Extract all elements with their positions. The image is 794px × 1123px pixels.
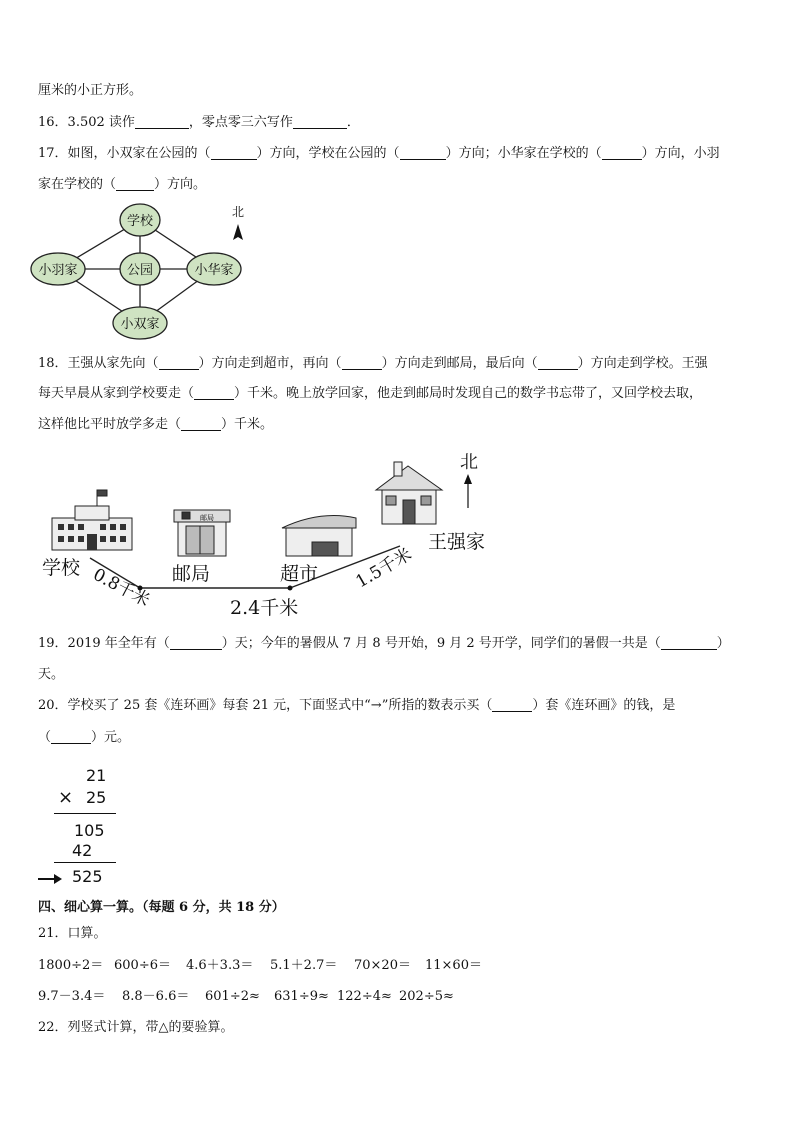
answer-blank[interactable] [400,145,446,160]
oral-item: 4.6＋3.3＝ [186,958,254,973]
answer-blank[interactable] [116,176,154,191]
xiaohua-label: 小华家 [194,263,234,278]
question-18-line1: 18．王强从家先向（ ）方向走到超市，再向（ ）方向走到邮局，最后向（ ）方向走到学校。王强 [38,356,708,371]
answer-blank[interactable] [135,114,189,129]
times-sign: × [58,787,74,808]
oral-item: 601÷2≈ [205,989,260,1004]
answer-blank[interactable] [159,355,199,370]
distance-2-label: 2.4千米 [230,597,299,619]
north-arrow-icon [464,474,472,508]
answer-blank[interactable] [181,416,221,431]
answer-blank[interactable] [194,385,234,400]
north-arrow-icon [233,224,243,240]
post-office-label: 邮局 [172,563,211,585]
question-22: 22．列竖式计算，带△的要验算。 [38,1020,234,1035]
answer-blank[interactable] [170,635,222,650]
question-18-line3: 这样他比平时放学多走（ ）千米。 [38,417,274,432]
distance-1-label: 0.8千米 [89,564,153,612]
q15-tail: 厘米的小正方形。 [38,83,143,98]
school-label: 学校 [126,214,154,229]
answer-blank[interactable] [492,697,532,712]
oral-item: 11×60＝ [425,958,482,973]
question-17-line1: 17．如图，小双家在公园的（ ）方向，学校在公园的（ ）方向；小华家在学校的（ ）方向，小羽 [38,146,720,161]
calc-line [54,813,116,814]
multiplier: 25 [86,788,107,807]
question-21-title: 21．口算。 [38,926,107,941]
oral-item: 9.7－3.4＝ [38,989,106,1004]
question-17-line2: 家在学校的（ ）方向。 [38,177,207,192]
oral-item: 8.8－6.6＝ [122,989,190,1004]
oral-item: 5.1＋2.7＝ [270,958,338,973]
school-label: 学校 [42,557,81,579]
home-label: 王强家 [428,531,486,553]
north-label: 北 [460,452,478,473]
question-18-line2: 每天早晨从家到学校要走（ ）千米。晚上放学回家，他走到邮局时发现自己的数学书忘带了，又回学校去取， [38,386,703,401]
direction-map [30,198,260,348]
oral-item: 1800÷2＝ [38,958,104,973]
question-20-line1: 20．学校买了 25 套《连环画》每套 21 元，下面竖式中“→”所指的数表示买（ ）套《连环画》的钱，是 [38,698,676,713]
answer-blank[interactable] [538,355,578,370]
question-20-line2: （ ）元。 [38,730,131,745]
answer-blank[interactable] [293,114,347,129]
partial-product-1: 105 [74,821,105,840]
svg-text:邮局: 邮局 [200,514,214,522]
answer-blank[interactable] [342,355,382,370]
answer-blank[interactable] [51,729,91,744]
oral-item: 70×20＝ [354,958,411,973]
school-building-icon [52,490,132,550]
supermarket-label: 超市 [280,563,319,585]
calc-line [54,862,116,863]
section-heading: 四、细心算一算。（每题 6 分，共 18 分） [38,900,285,915]
oral-item: 122÷4≈ [337,989,392,1004]
answer-blank[interactable] [661,635,717,650]
route-diagram [30,448,510,623]
supermarket-icon [282,516,356,556]
post-office-icon [174,510,230,556]
question-19-line2: 天。 [38,667,65,682]
oral-item: 600÷6＝ [114,958,171,973]
multiplicand: 21 [86,766,107,785]
park-label: 公园 [126,263,154,278]
home-icon [376,462,442,524]
answer-blank[interactable] [602,145,642,160]
oral-item: 202÷5≈ [399,989,454,1004]
north-label: 北 [231,205,245,219]
xiaoyu-label: 小羽家 [38,263,78,278]
question-19-line1: 19．2019 年全年有（ ）天；今年的暑假从 7 月 8 号开始，9 月 2 号开学，同学们的暑假一共是（ ） [38,636,730,651]
product-result: 525 [72,867,103,886]
answer-blank[interactable] [211,145,257,160]
distance-3-label: 1.5千米 [352,544,416,593]
oral-item: 631÷9≈ [274,989,329,1004]
partial-product-2: 42 [72,841,93,860]
question-16: 16．3.502 读作 ，零点零三六写作 ． [38,115,360,130]
arrow-right-icon [36,871,66,887]
xiaoshuang-label: 小双家 [120,317,160,332]
